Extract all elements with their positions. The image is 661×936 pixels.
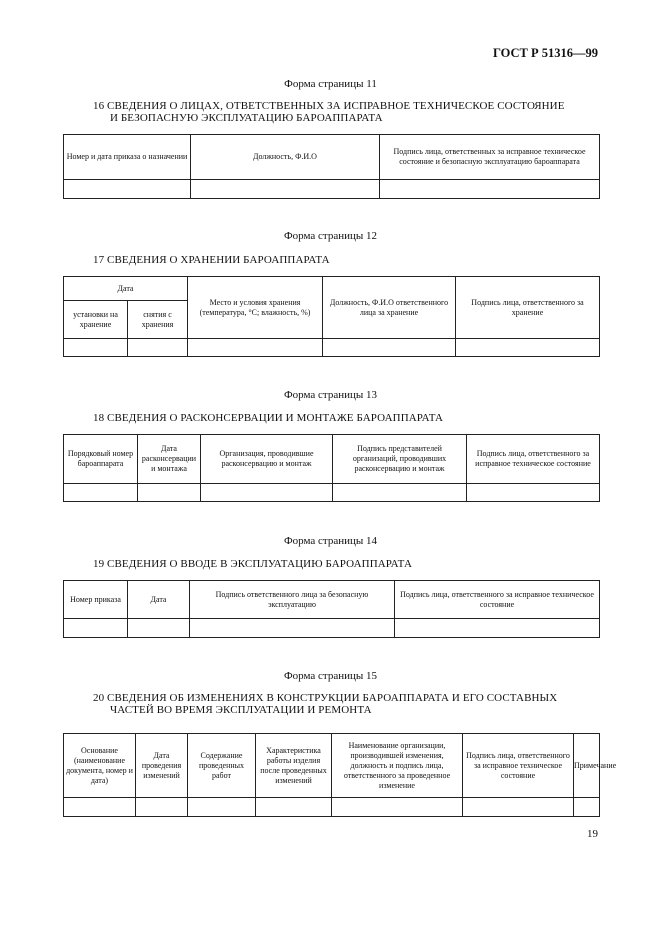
page-number: 19	[587, 828, 598, 840]
table-18-header-serial: Порядковый номер бароаппарата	[64, 435, 138, 484]
table-cell[interactable]	[333, 484, 467, 502]
table-20-header-characteristics: Характеристика работы изделия после проведенных изменений	[256, 734, 332, 798]
table-18-header-date: Дата расконсервации и монтажа	[138, 435, 201, 484]
table-16-empty-row	[64, 180, 600, 199]
table-cell[interactable]	[64, 180, 191, 199]
section-16-title-line1: 16 СВЕДЕНИЯ О ЛИЦАХ, ОТВЕТСТВЕННЫХ ЗА ИСПРАВНОЕ ТЕХНИЧЕСКОЕ СОСТОЯНИЕ	[93, 100, 565, 112]
table-cell[interactable]	[136, 798, 188, 817]
document-code: ГОСТ Р 51316—99	[492, 46, 598, 60]
section-17-title	[93, 254, 330, 266]
table-16-header-order: Номер и дата приказа о назначении	[64, 135, 191, 180]
table-20-empty-row	[64, 798, 600, 817]
section-18-title	[93, 412, 443, 424]
table-cell[interactable]	[201, 484, 333, 502]
section-20-title-line2: ЧАСТЕЙ ВО ВРЕМЯ ЭКСПЛУАТАЦИИ И РЕМОНТА	[110, 704, 372, 716]
table-cell[interactable]	[395, 619, 600, 638]
table-16-header-position: Должность, Ф.И.О	[191, 135, 380, 180]
table-17-header-position: Должность, Ф.И.О ответственного лица за хранение	[323, 277, 456, 339]
table-cell[interactable]	[323, 339, 456, 357]
table-20-header-date: Дата проведения изменений	[136, 734, 188, 798]
table-20-header-content: Содержание проведенных работ	[188, 734, 256, 798]
table-18-header-representatives: Подпись представителей организаций, проводивших расконсервацию и монтаж	[333, 435, 467, 484]
table-17-header-remove: снятия с хранения	[128, 301, 188, 339]
table-20-header-note: Примечание	[574, 734, 600, 798]
form-label-page-11: Форма страницы 11	[284, 78, 377, 90]
table-cell[interactable]	[138, 484, 201, 502]
table-cell[interactable]	[64, 619, 128, 638]
section-16-title	[93, 100, 565, 124]
section-18-title-line1: 18 СВЕДЕНИЯ О РАСКОНСЕРВАЦИИ И МОНТАЖЕ БАРОАППАРАТА	[93, 412, 444, 424]
table-16-header-signature: Подпись лица, ответственных за исправное техническое состояние и безопасную эксплуатацию бароаппарата	[380, 135, 600, 180]
table-17	[63, 276, 600, 357]
form-label-page-12: Форма страницы 12	[283, 230, 378, 242]
table-18-header-organization: Организация, проводившие расконсервацию и монтаж	[201, 435, 333, 484]
table-cell[interactable]	[64, 484, 138, 502]
table-19-header-date: Дата	[128, 581, 190, 619]
section-17-title-line1: 17 СВЕДЕНИЯ О ХРАНЕНИИ БАРОАППАРАТА	[93, 254, 330, 266]
table-cell[interactable]	[256, 798, 332, 817]
table-cell[interactable]	[463, 798, 574, 817]
table-cell[interactable]	[467, 484, 600, 502]
table-17-header-place: Место и условия хранения (температура, °С; влажность, %)	[188, 277, 323, 339]
form-label-page-14: Форма страницы 14	[283, 535, 378, 547]
table-19-header-safety: Подпись ответственного лица за безопасную эксплуатацию	[190, 581, 395, 619]
table-cell[interactable]	[188, 339, 323, 357]
table-19	[63, 580, 600, 638]
table-17-header-signature: Подпись лица, ответственного за хранение	[456, 277, 600, 339]
form-label-page-13: Форма страницы 13	[283, 389, 378, 401]
section-19-title-line1: 19 СВЕДЕНИЯ О ВВОДЕ В ЭКСПЛУАТАЦИЮ БАРОАППАРАТА	[93, 558, 412, 570]
form-label-page-15: Форма страницы 15	[283, 670, 378, 682]
table-19-header-technical: Подпись лица, ответственного за исправное техническое состояние	[395, 581, 600, 619]
table-cell[interactable]	[191, 180, 380, 199]
table-18-header-signature: Подпись лица, ответственного за исправное техническое состояние	[467, 435, 600, 484]
table-20-header-signature: Подпись лица, ответственного за исправное техническое состояние	[463, 734, 574, 798]
table-cell[interactable]	[64, 798, 136, 817]
section-19-title	[93, 558, 412, 570]
table-cell[interactable]	[128, 619, 190, 638]
table-17-header-install: установки на хранение	[64, 301, 128, 339]
table-18-empty-row	[64, 484, 600, 502]
section-20-title	[93, 692, 557, 716]
section-20-title-line1: 20 СВЕДЕНИЯ ОБ ИЗМЕНЕНИЯХ В КОНСТРУКЦИИ БАРОАППАРАТА И ЕГО СОСТАВНЫХ	[93, 692, 558, 704]
table-20-header-basis: Основание (наименование документа, номер и дата)	[64, 734, 136, 798]
table-18	[63, 434, 600, 502]
table-cell[interactable]	[574, 798, 600, 817]
section-16-title-line2: И БЕЗОПАСНУЮ ЭКСПЛУАТАЦИЮ БАРОАППАРАТА	[110, 112, 383, 124]
table-cell[interactable]	[332, 798, 463, 817]
table-cell[interactable]	[380, 180, 600, 199]
table-cell[interactable]	[188, 798, 256, 817]
table-20-header-organization: Наименование организации, производившей изменения, должность и подпись лица, ответственного за проведенное изменение	[332, 734, 463, 798]
table-19-header-order: Номер приказа	[64, 581, 128, 619]
table-cell[interactable]	[456, 339, 600, 357]
table-17-empty-row	[64, 339, 600, 357]
table-16	[63, 134, 600, 199]
table-cell[interactable]	[190, 619, 395, 638]
table-20	[63, 733, 617, 817]
table-cell[interactable]	[64, 339, 128, 357]
table-17-header-date: Дата	[64, 277, 188, 301]
table-cell[interactable]	[128, 339, 188, 357]
table-19-empty-row	[64, 619, 600, 638]
